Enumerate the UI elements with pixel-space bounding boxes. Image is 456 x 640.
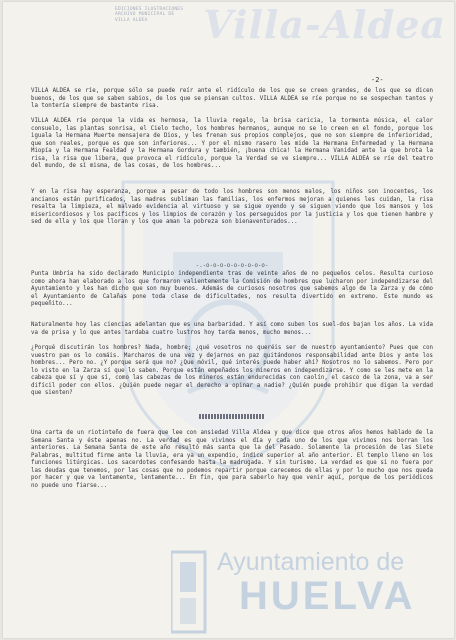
page-number: -2-: [371, 76, 384, 84]
section-divider: -.-o-o-o-o-o-o-o-o-o-: [195, 263, 269, 269]
paragraph-ciencias: Naturalmente hoy las ciencias adelantan que es una barbaridad. Y así como suben los suel-dos bajan los años. La vida va de prisa y lo que antes tardaba cuatro lustros hoy tarda menos, mucho menos...: [31, 322, 433, 336]
paragraph-zarza: ¿Porqué discutirán los hombres? Nada, hombre; ¿qué vosotros no queréis ser de nuestro ayuntamiento? Pues que con vuestro pan os lo comáis. Marcharos de una vez y dejarnos en paz quitándonos responsabilidad ante Dios y ante los hombres... Pero no. ¿Y porque será que no? ¿Que móvil, qué interés puede haber ahí? Nosotros no lo sabemos. Pero por lo visto en la Zarza sí que lo saben. Porque están empeñados los mineros en independizarse. Y como se les mete en la cabeza que sí y que sí, como las cabezas de los mineros están endurecidas con caolín, el casco de la zona, va a ser difícil poder con ellos. ¿Quién puede negar el derecho a opinar a nadie? ¿Quién puede prohibir que digan la verdad que sienten?: [31, 345, 433, 397]
watermark-line2: HUELVA: [239, 574, 416, 618]
section-divider-bar: [199, 414, 265, 419]
document-page: [3, 2, 454, 638]
masthead-title: Villa-Aldea: [203, 2, 446, 47]
paragraph-risa-vida: VILLA ALDEA ríe porque la vida es hermosa, la lluvia regalo, la brisa caricia, la tormenta música, el calor consuelo, las plantas sonrisa, el Cielo techo, los hombres hermanos, aunque no se lo creen en el fondo, porque los iguala la Hermana Muerte mensajera de Dios, y les frenan sus propios complejos, que no son siempre de inferioridad, que son reales, porque es que son inferiores... Y por el mismo rasero les mide la Hermana Enfermedad y la Hermana Miopía y la Hermana Fealdad y la Hermana Gordura y también, ¡buena chica! la Hermana Vanidad ante la que brota la risa, la risa que libera, que provoca el ridículo, porque la Verdad se ve siempre... VILLA ALDEA se ríe del teatro del mundo, de sí misma, de las cosas, de los hombres...: [31, 118, 433, 170]
paragraph-intro: VILLA ALDEA se ríe, porque sólo se puede reír ante el ridículo de los que se creen grandes, de los que se dicen buenos, de los que se saben sabios, de los que se piensan cultos. VILLA ALDEA se ríe porque no se sospechan tantos y la tontería siempre de bastante risa.: [31, 88, 433, 110]
watermark-line1: Ayuntamiento de: [217, 548, 405, 576]
stamp-line: VILLA ALDEA: [115, 17, 148, 23]
paragraph-punta-umbria: Punta Umbría ha sido declarado Municipio independiente tras de veinte años de no pequeños celos. Resulta curioso como ahora han elaborado a los que formaron valientemente la Comisión de hombres que lucharon por independizarse del Ayuntamiento y les han dicho que son muy buenos. Además de curiosos nosotros que sabemos algo de la Zarza y de cómo el Ayuntamiento de Calañas pone toda clase de dificultades, nos resulta divertido en extremo. Este mundo es pequeñito...: [31, 271, 433, 308]
stamp-line: EDICIONES ILUSTRACIONES: [115, 7, 184, 12]
stamp-line: ARCHIVO MUNICIPAL DE: [115, 12, 175, 18]
paragraph-esperanza: Y en la risa hay esperanza, porque a pesar de todo los hombres son menos malos, los niños son inocentes, los ancianos están purificados, las madres subliman las familias, los enfermos mejoran a quienes les cuidan, la risa resalta la limpieza, el malvado evidencia al virtuoso y se sigue oyendo y se siguen viendo que los mansos y los misericordiosos y los pacíficos y los limpios de corazón y los perseguidos por la justicia y los que tienen hambre y sed de ella y los que lloran y los que aman la pobreza son bienaventurados...: [31, 189, 433, 226]
paragraph-semana-santa: Una carta de un riotinteño de fuera que lee con ansiedad Villa Aldea y que dice que otros años hemos hablado de la Semana Santa y éste apenas no. La verdad es que vivimos el día y cada uno de los que vivimos nos borran los anteriores. La Semana Santa de este año resultó más santa que la del Pasado. Solamente la procesión de las Siete Palabras, multitud firme ante la lluvia, era ya un expendio, índice superior al año anterior. El templo lleno en los funciones litúrgicas. Los sacerdotes confesando hasta la madrugada. Y sin turismo. La verdad es que si no fuera por las deudas que tenemos, por las cosas que no podemos repartir porque carecemos de ellas y por lo mucho que nos queda por hacer y que va lentamente, lentamente... En fin, que para saberlo hay que venir aquí, porque de los periódicos no puede uno fiarse...: [31, 430, 433, 489]
